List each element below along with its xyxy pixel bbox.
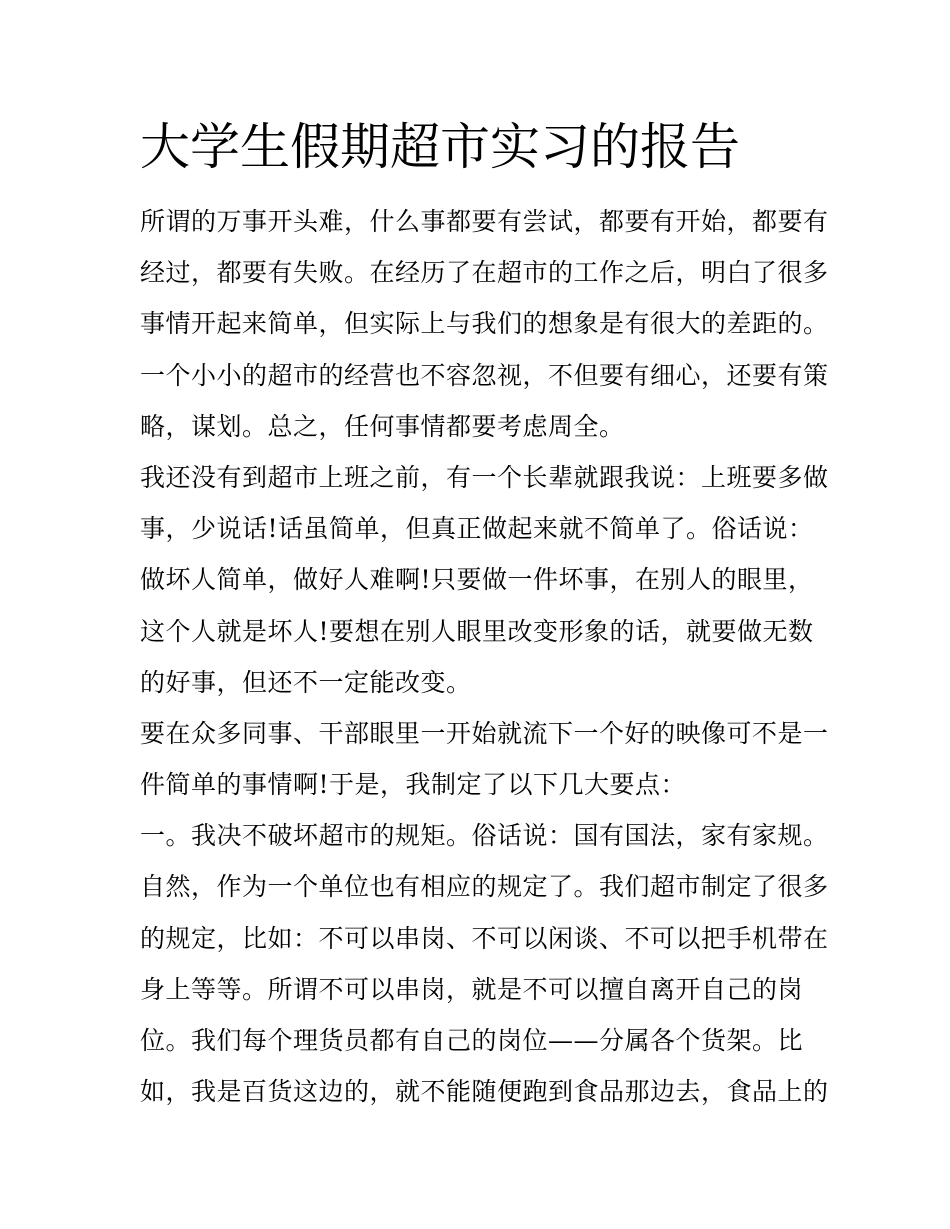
text-line: 一个小小的超市的经营也不容忽视，不但要有细心，还要有策 (140, 360, 829, 390)
text-line: 如，我是百货这边的，就不能随便跑到食品那边去，食品上的 (140, 1077, 829, 1107)
text-line: 这个人就是坏人!要想在别人眼里改变形象的话，就要做无数 (140, 616, 814, 646)
document-title: 大学生假期超市实习的报告 (140, 118, 740, 176)
text-line: 要在众多同事、干部眼里一开始就流下一个好的映像可不是一 (140, 718, 829, 748)
text-line: 我还没有到超市上班之前，有一个长辈就跟我说：上班要多做 (140, 462, 829, 492)
text-line: 位。我们每个理货员都有自己的岗位——分属各个货架。比 (140, 1026, 804, 1055)
text-line: 所谓的万事开头难，什么事都要有尝试，都要有开始，都要有 (140, 207, 829, 236)
text-line: 一。我决不破坏超市的规矩。俗话说：国有国法，家有家规。 (140, 821, 829, 851)
document-body (140, 196, 829, 1117)
text-line: 略，谋划。总之，任何事情都要考虑周全。 (140, 411, 625, 441)
text-line: 的规定，比如：不可以串岗、不可以闲谈、不可以把手机带在 (140, 923, 829, 953)
text-line: 做坏人简单，做好人难啊!只要做一件坏事，在别人的眼里， (140, 565, 814, 595)
text-line: 经过，都要有失败。在经历了在超市的工作之后，明白了很多 (140, 258, 829, 288)
text-line: 的好事，但还不一定能改变。 (140, 667, 472, 697)
text-line: 件简单的事情啊!于是，我制定了以下几大要点： (140, 770, 687, 800)
text-line: 事情开起来简单，但实际上与我们的想象是有很大的差距的。 (140, 309, 829, 339)
text-line: 身上等等。所谓不可以串岗，就是不可以擅自离开自己的岗 (140, 974, 804, 1004)
text-line: 事，少说话!话虽简单，但真正做起来就不简单了。俗话说： (140, 514, 814, 544)
text-line: 自然，作为一个单位也有相应的规定了。我们超市制定了很多 (140, 872, 829, 902)
